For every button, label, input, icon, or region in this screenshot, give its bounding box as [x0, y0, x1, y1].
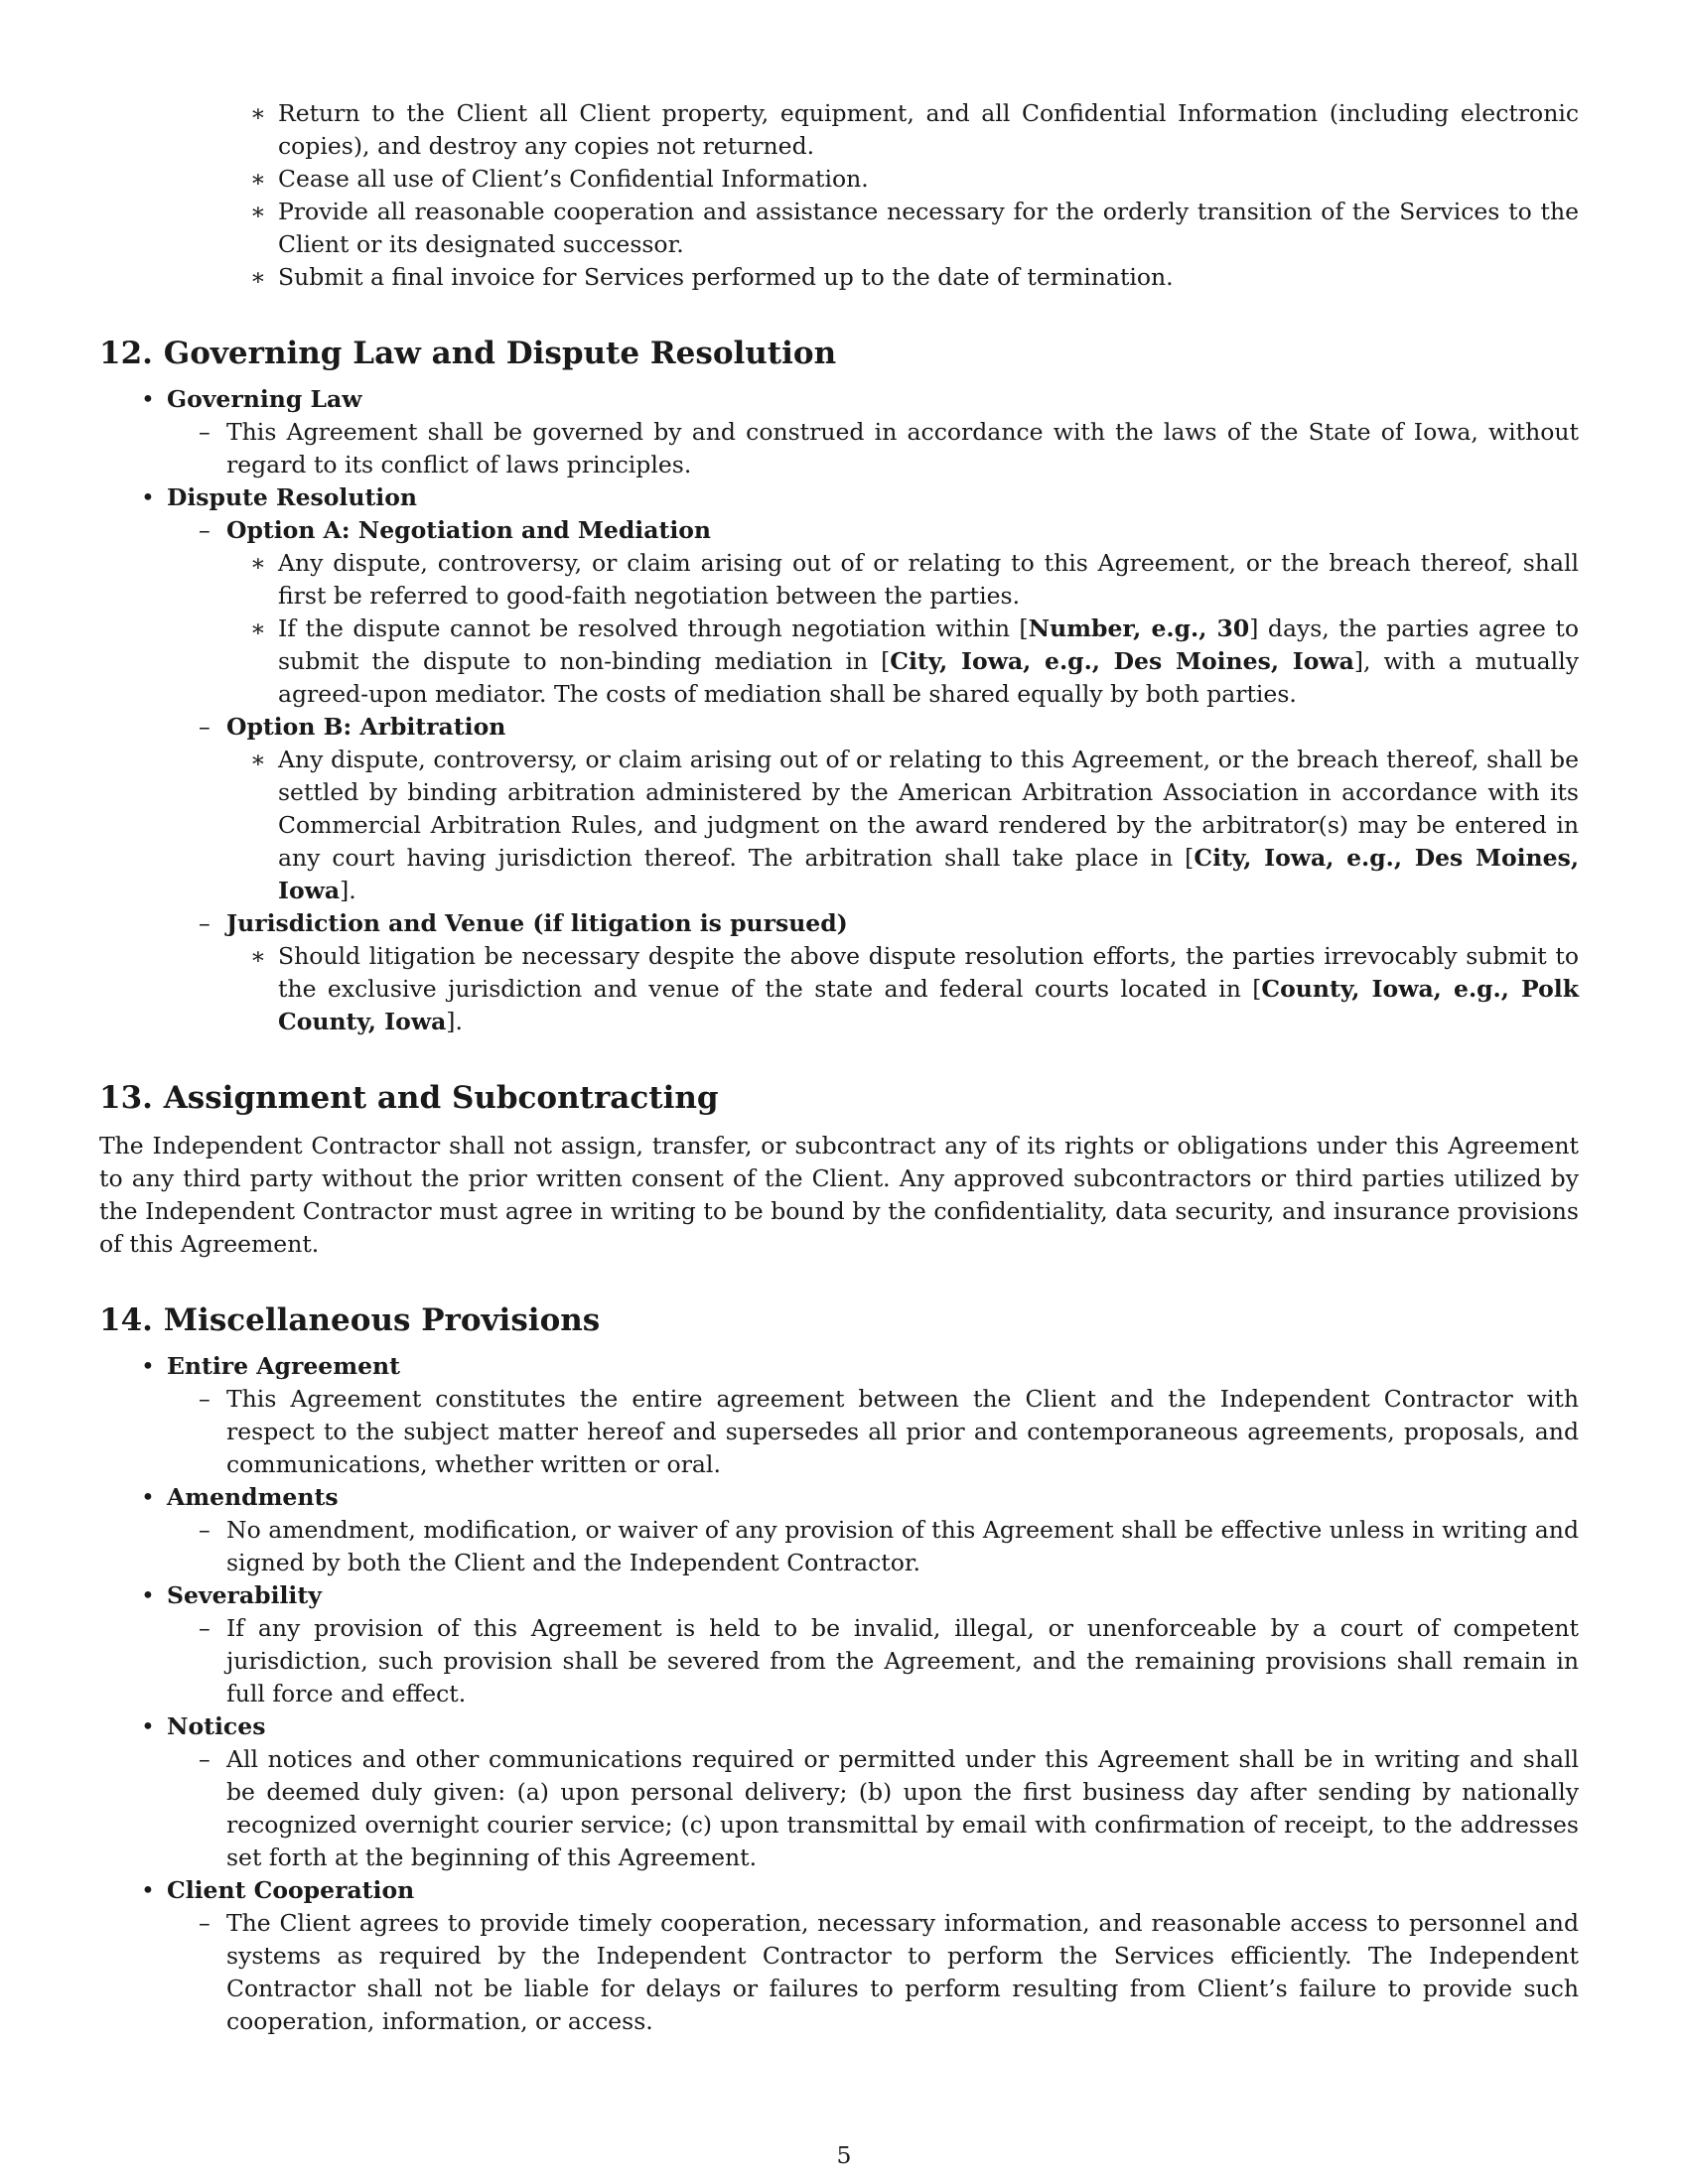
- option-b-label: Option B: Arbitration: [226, 713, 506, 741]
- list-item: ∗ Any dispute, controversy, or claim arising out of or relating to this Agreement, or the breach thereof, shall first be referred to good-faith negotiation between the parties.: [278, 547, 1579, 613]
- placeholder-text: Number, e.g., 30: [1028, 614, 1250, 642]
- dispute-resolution-item: [167, 481, 1579, 1038]
- section-14-heading: 14. Miscellaneous Provisions: [99, 1302, 601, 1338]
- option-a-label: Option A: Negotiation and Mediation: [226, 516, 712, 544]
- provision-text: – If any provision of this Agreement is held to be invalid, illegal, or unenforceable by a court of competent jurisdiction, such provision shall be severed from the Agreement, and the remaining provisions shall remain in full force and effect.: [226, 1612, 1579, 1710]
- text-segment: ].: [340, 877, 356, 904]
- page-number: 5: [836, 2141, 852, 2169]
- option-a-item: [226, 514, 1579, 711]
- text-segment: Any dispute, controversy, or claim arising out of or relating to this Agreement, or the breach thereof, shall be settled by binding arbitration administered by the American Arbitration Association in accordance with its Commercial Arbitration Rules, and judgment on the award rendered by the arbitrator(s) may be entered in any court having jurisdiction thereof. The arbitration shall take place in [: [278, 746, 1579, 872]
- provision-label: Amendments: [167, 1483, 339, 1511]
- section-12-list: [99, 383, 1579, 1038]
- provision-notices: [167, 1710, 1579, 1874]
- governing-law-text: – This Agreement shall be governed by and construed in accordance with the laws of the State of Iowa, without regard to its conflict of laws principles.: [226, 416, 1579, 481]
- list-item: ∗ Submit a final invoice for Services performed up to the date of termination.: [278, 261, 1579, 294]
- provision-text: – All notices and other communications required or permitted under this Agreement shall be in writing and shall be deemed duly given: (a) upon personal delivery; (b) upon the first business day after sending by nationally recognized overnight courier service; (c) upon transmittal by email with confirmation of receipt, to the addresses set forth at the beginning of this Agreement.: [226, 1743, 1579, 1874]
- list-item: [278, 940, 1579, 1038]
- dispute-resolution-label: Dispute Resolution: [167, 483, 417, 511]
- provision-label: Client Cooperation: [167, 1876, 415, 1904]
- provision-label: Entire Agreement: [167, 1352, 400, 1380]
- list-item: ∗ Return to the Client all Client property, equipment, and all Confidential Information (including electronic copies), and destroy any copies not returned.: [278, 97, 1579, 163]
- placeholder-text: City, Iowa, e.g., Des Moines, Iowa: [278, 844, 1580, 904]
- section-12-heading: 12. Governing Law and Dispute Resolution: [99, 336, 837, 371]
- provision-text: – No amendment, modification, or waiver of any provision of this Agreement shall be effective unless in writing and signed by both the Client and the Independent Contractor.: [226, 1514, 1579, 1579]
- provision-client-cooperation: [167, 1874, 1579, 2038]
- provision-entire-agreement: [167, 1350, 1579, 1481]
- text-segment: ] days, the parties agree to submit the dispute to non-binding mediation in [: [278, 614, 1579, 675]
- provision-amendments: [167, 1481, 1579, 1579]
- section-13-heading: 13. Assignment and Subcontracting: [99, 1080, 719, 1116]
- jurisdiction-label: Jurisdiction and Venue (if litigation is pursued): [226, 909, 848, 937]
- section-14-list: [99, 1350, 1579, 2038]
- provision-label: Severability: [167, 1581, 322, 1609]
- text-segment: ].: [446, 1008, 463, 1035]
- document-page: [99, 97, 1579, 2038]
- text-segment: If the dispute cannot be resolved through negotiation within [: [278, 614, 1029, 642]
- provision-text: – The Client agrees to provide timely cooperation, necessary information, and reasonable access to personnel and systems as required by the Independent Contractor to perform the Services efficiently. The Independent Contractor shall not be liable for delays or failures to perform resulting from Client’s failure to provide such cooperation, information, or access.: [226, 1907, 1579, 2038]
- jurisdiction-item: [226, 907, 1579, 1038]
- list-item: [278, 744, 1579, 907]
- list-item: ∗ Provide all reasonable cooperation and assistance necessary for the orderly transition of the Services to the Client or its designated successor.: [278, 196, 1579, 261]
- governing-law-item: [167, 383, 1579, 481]
- termination-obligations-list: [99, 97, 1579, 294]
- list-item: [278, 613, 1579, 711]
- text-segment: Should litigation be necessary despite the above dispute resolution efforts, the parties irrevocably submit to the exclusive jurisdiction and venue of the state and federal courts located in [: [278, 942, 1579, 1003]
- option-b-item: [226, 711, 1579, 907]
- text-segment: ], with a mutually agreed-upon mediator. The costs of mediation shall be shared equally by both parties.: [278, 647, 1579, 708]
- provision-text: – This Agreement constitutes the entire agreement between the Client and the Independent Contractor with respect to the subject matter hereof and supersedes all prior and contemporaneous agreements, proposals, and communications, whether written or oral.: [226, 1383, 1579, 1481]
- placeholder-text: County, Iowa, e.g., Polk County, Iowa: [278, 975, 1579, 1035]
- provision-severability: [167, 1579, 1579, 1710]
- placeholder-text: City, Iowa, e.g., Des Moines, Iowa: [890, 647, 1354, 675]
- section-13-paragraph: The Independent Contractor shall not assign, transfer, or subcontract any of its rights or obligations under this Agreement to any third party without the prior written consent of the Client. Any approved subcontractors or third parties utilized by the Independent Contractor must agree in writing to be bound by the confidentiality, data security, and insurance provisions of this Agreement.: [99, 1132, 1579, 1258]
- list-item: ∗ Cease all use of Client’s Confidential Information.: [278, 163, 1579, 196]
- governing-law-label: Governing Law: [167, 385, 362, 413]
- provision-label: Notices: [167, 1712, 266, 1740]
